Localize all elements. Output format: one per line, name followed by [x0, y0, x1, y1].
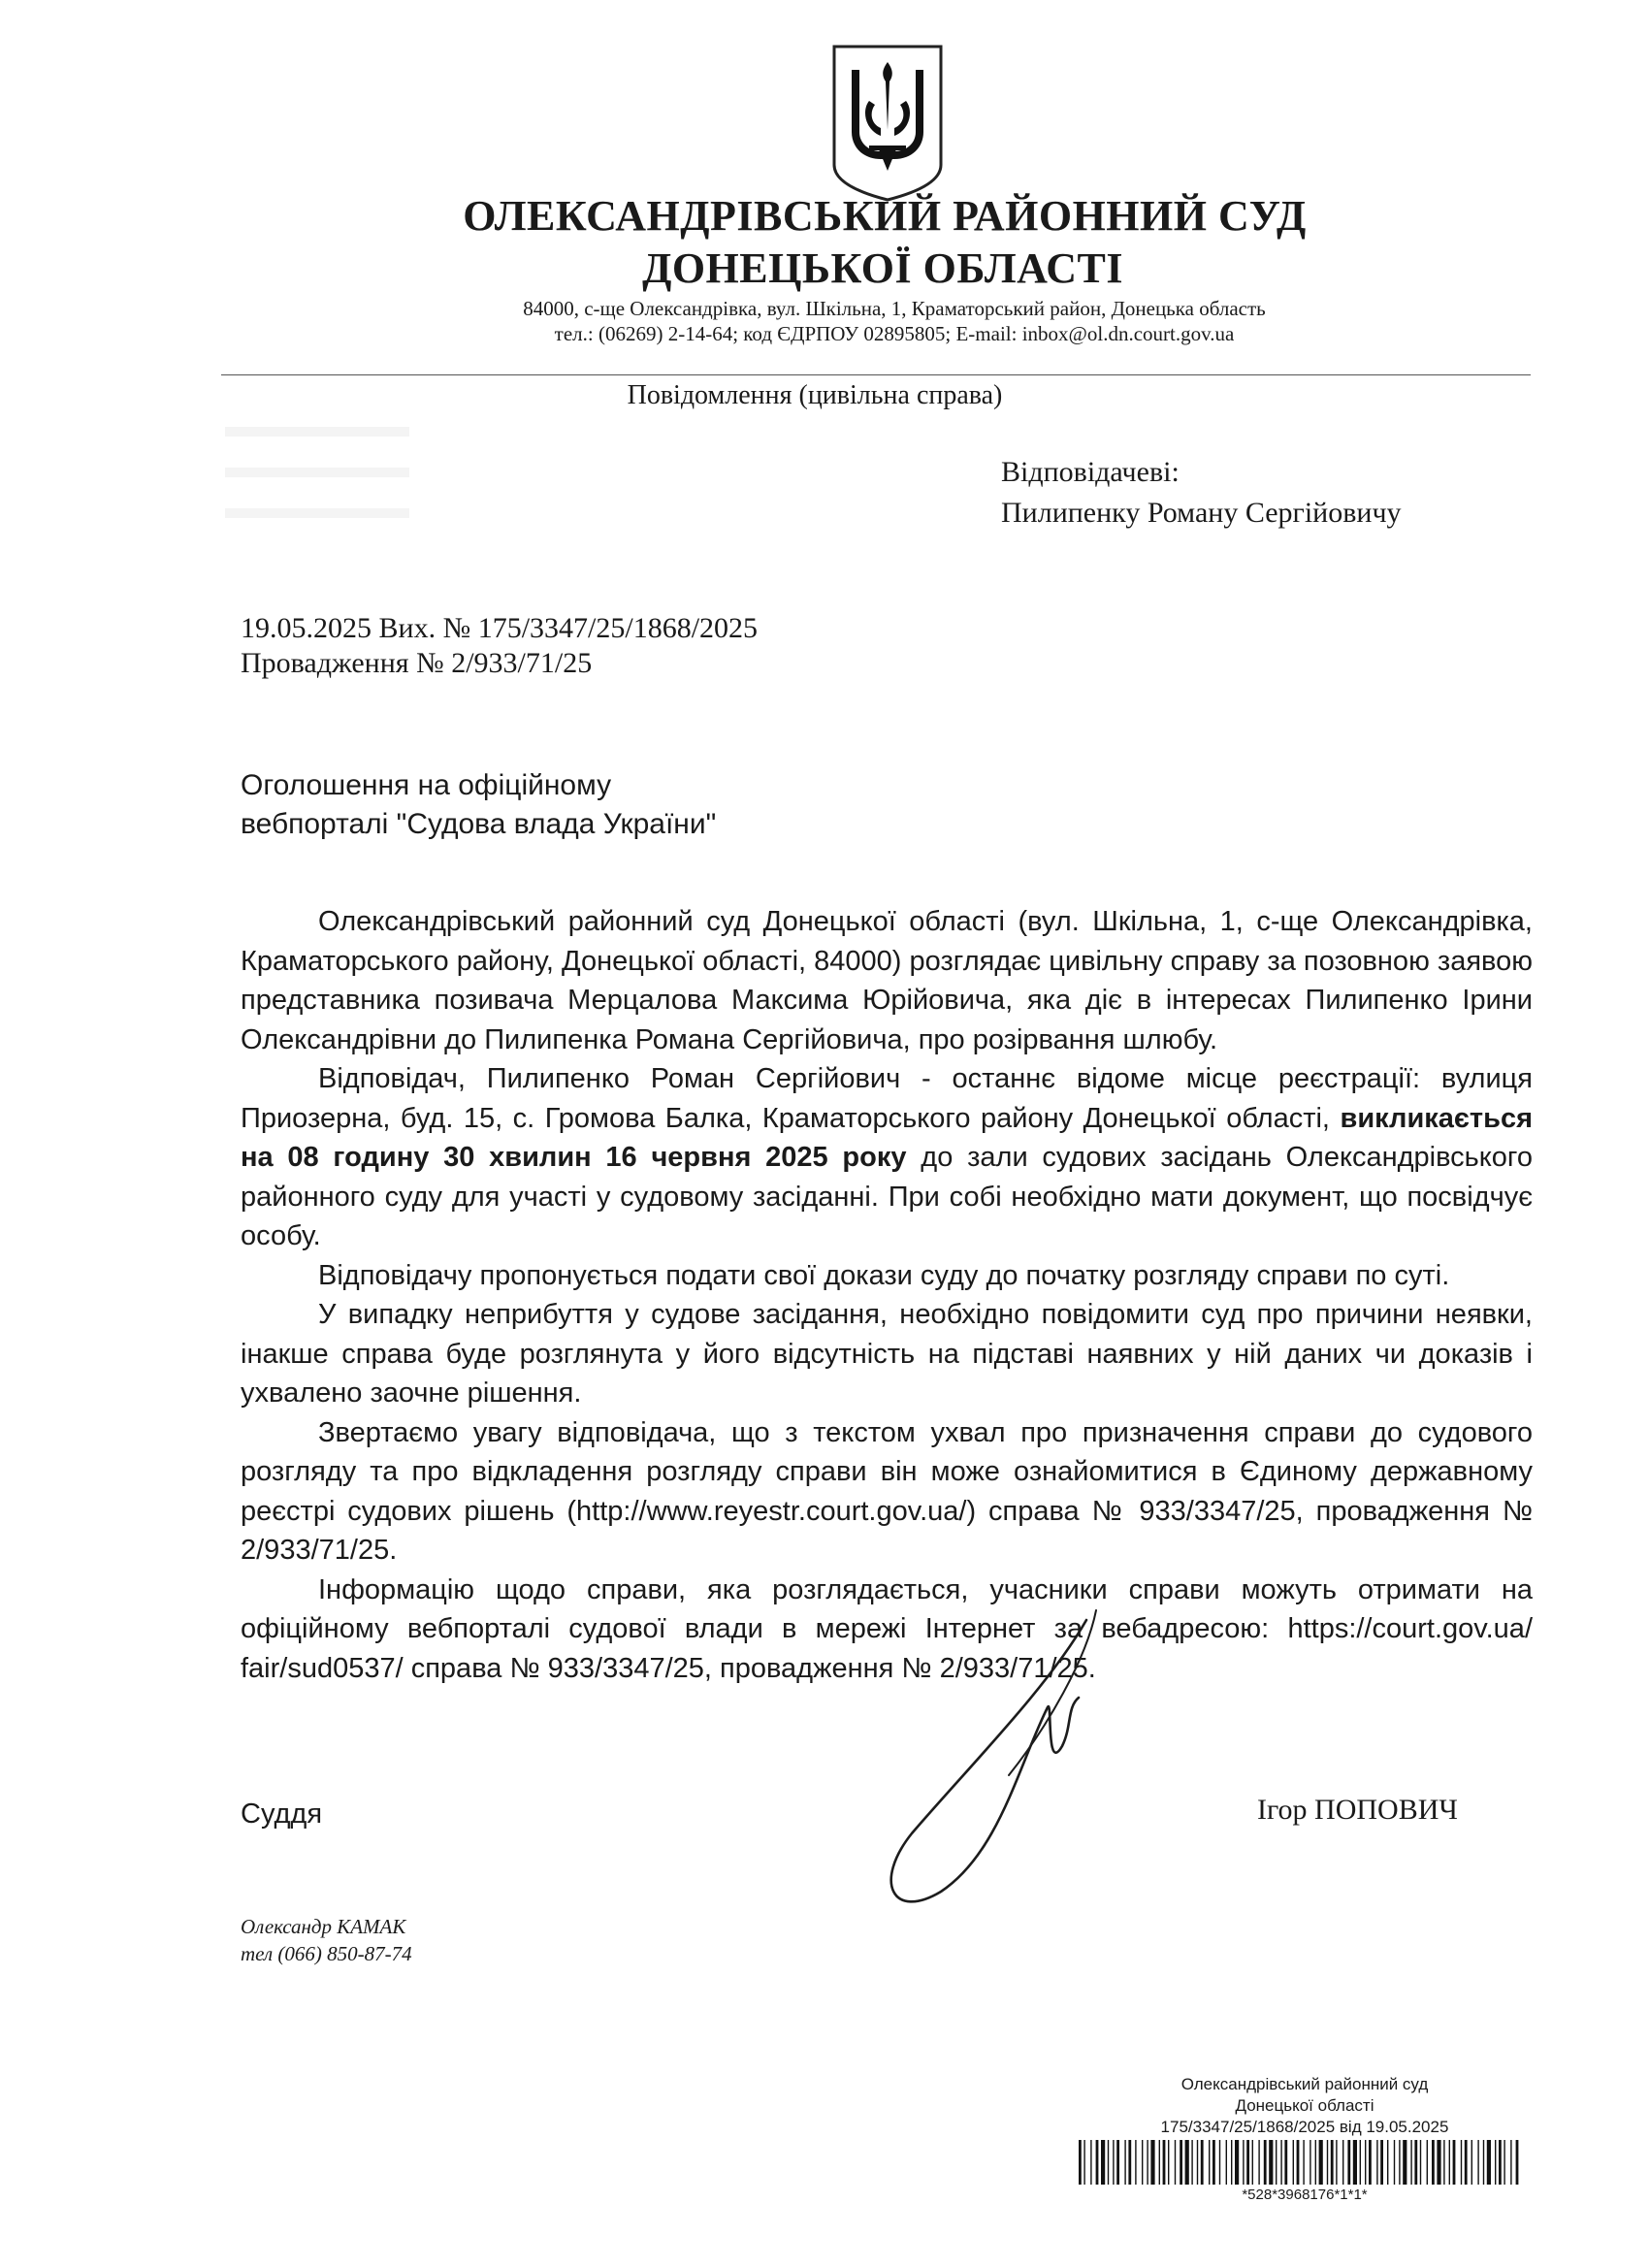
barcode-bar [1243, 2140, 1244, 2185]
handwritten-signature-icon [854, 1601, 1164, 1940]
court-name-line1: ОЛЕКСАНДРІВСЬКИЙ РАЙОННИЙ СУД [463, 192, 1307, 240]
paragraph-registry: Звертаємо увагу відповідача, що з текстом ухвал про призначення справи до судового розгляду та про відкладення розгляду справи він може ознайомитися в Єдиному державному реєстрі судових рішень (http://www.reyestr.court.gov.ua/) справа № 933/3347/25, провадження № 2/933/71/25. [241, 1416, 1533, 1566]
barcode-bar [1142, 2140, 1143, 2185]
barcode-bar [1235, 2140, 1239, 2185]
executor-phone: тел (066) 850-87-74 [241, 1942, 412, 1965]
barcode-bar [1284, 2140, 1287, 2185]
barcode-bar [1197, 2140, 1198, 2185]
barcode-bar [1185, 2140, 1189, 2185]
barcode-bar [1315, 2140, 1316, 2185]
barcode-bar [1387, 2140, 1388, 2185]
barcode-bar [1212, 2140, 1215, 2185]
barcode-bar [1420, 2140, 1421, 2185]
barcode-bar [1113, 2140, 1114, 2185]
barcode-bar [1147, 2140, 1148, 2185]
barcode-bar [1083, 2140, 1084, 2185]
barcode-bar [1124, 2140, 1125, 2185]
barcode-bar [1394, 2140, 1395, 2185]
barcode-bar [1414, 2140, 1417, 2185]
court-address: 84000, с-ще Олександрівка, вул. Шкільна, 1, Краматорський район, Донецька область [523, 297, 1266, 320]
court-name-line2: ДОНЕЦЬКОЇ ОБЛАСТІ [642, 244, 1123, 292]
barcode-bar [1293, 2140, 1294, 2185]
barcode-bar [1403, 2140, 1406, 2185]
executor-name: Олександр КАМАК [241, 1915, 406, 1938]
announcement-heading [241, 766, 716, 844]
barcode-bar [1258, 2140, 1259, 2185]
barcode-bar [1276, 2140, 1277, 2185]
document-type: Повідомлення (цивільна справа) [627, 380, 1003, 410]
barcode-bar [1331, 2140, 1334, 2185]
recipient-label: Відповідачеві: [1001, 456, 1180, 488]
executor-block [241, 1913, 412, 1967]
barcode-bar [1252, 2140, 1253, 2185]
barcode-bar [1443, 2140, 1444, 2185]
barcode-bar [1427, 2140, 1428, 2185]
barcode-bar [1128, 2140, 1131, 2185]
announcement-line2: вебпорталі "Судова влада України" [241, 808, 717, 840]
barcode-bar [1465, 2140, 1468, 2185]
judge-name: Ігор ПОПОВИЧ [1257, 1794, 1458, 1826]
barcode-bar [1090, 2140, 1091, 2185]
barcode-bar [1209, 2140, 1210, 2185]
barcode-text: *528*3968176*1*1* [1242, 2187, 1368, 2203]
barcode-bar [1365, 2140, 1366, 2185]
barcode-bar [1477, 2140, 1478, 2185]
barcode-bar [1499, 2140, 1502, 2185]
summons-text-before: Відповідач, Пилипенко Роман Сергійович - останнє відоме місце реєстрації: вулиця Приозерна, буд. 15, с. Громова Балка, Краматорського району Донецької області, [241, 1063, 1533, 1134]
barcode-bar [1201, 2140, 1204, 2185]
barcode-bar [1495, 2140, 1496, 2185]
barcode-bar [1483, 2140, 1484, 2185]
barcode-bar [1380, 2140, 1383, 2185]
faded-stamp-area [225, 427, 409, 534]
paragraph-evidence: Відповідачу пропонується подати свої докази суду до початку розгляду справи по суті. [318, 1259, 1450, 1291]
barcode-bar [1096, 2140, 1099, 2185]
hearing-datetime: на 08 годину 30 хвилин 16 червня 2025 року [241, 1142, 907, 1173]
outgoing-number: 19.05.2025 Вих. № 175/3347/25/1868/2025 [241, 612, 759, 644]
barcode-bar [1319, 2140, 1323, 2185]
barcode-bar [1079, 2140, 1082, 2185]
barcode-bar [1101, 2140, 1105, 2185]
barcode-bar [1280, 2140, 1281, 2185]
stamp-line2: Донецької області [1235, 2096, 1374, 2115]
recipient-block [1001, 452, 1402, 534]
barcode-bar [1168, 2140, 1169, 2185]
barcode-bar [1159, 2140, 1160, 2185]
summons-text-after: до зали судових засідань Олександрівського районного суду для участі у судовому засіданні. При собі необхідно мати документ, що посвідчує особу. [241, 1142, 1533, 1251]
barcode-bar [1150, 2140, 1154, 2185]
letter-body [241, 902, 1533, 1688]
barcode-bar [1453, 2140, 1456, 2185]
judge-label: Суддя [241, 1798, 323, 1830]
barcode-bar [1303, 2140, 1304, 2185]
recipient-name: Пилипенку Роману Сергійовичу [1001, 497, 1402, 529]
barcode-bar [1180, 2140, 1182, 2185]
barcode-bar [1135, 2140, 1136, 2185]
barcode-bar [1219, 2140, 1220, 2185]
paragraph-case-info: Олександрівський районний суд Донецької області (вул. Шкільна, 1, с-ще Олександрівка, Краматорського району, Донецької області, 84000) розглядає цивільну справу за позовною заявою представника позивача Мерцалова Максима Юрійовича, яка діє в інтересах Пилипенко Ірини Олександрівни до Пилипенка Романа Сергійовича, про розірвання шлюбу. [241, 906, 1533, 1055]
stamp-line3: 175/3347/25/1868/2025 від 19.05.2025 [1160, 2118, 1449, 2136]
barcode-bar [1175, 2140, 1176, 2185]
proceeding-number: Провадження № 2/933/71/25 [241, 647, 593, 679]
announcement-line1: Оголошення на офіційному [241, 769, 612, 801]
barcode-bar [1437, 2140, 1440, 2185]
barcode-bar [1410, 2140, 1411, 2185]
ukraine-trident-emblem-icon [830, 41, 945, 204]
court-contacts: тел.: (06269) 2-14-64; код ЄДРПОУ 02895805; E-mail: inbox@ol.dn.court.gov.ua [554, 322, 1235, 345]
summons-call: викликається [1340, 1102, 1534, 1134]
barcode-bar [1376, 2140, 1377, 2185]
barcode-bar [1264, 2140, 1267, 2185]
barcode-bar [1269, 2140, 1273, 2185]
barcode-icon [1077, 2140, 1523, 2185]
barcode-bar [1461, 2140, 1462, 2185]
paragraph-absence: У випадку неприбуття у судове засідання, необхідно повідомити суд про причини неявки, інакше справа буде розглянута у його відсутність на підставі наявних у ній даних чи доказів і ухвалено заочне рішення. [241, 1299, 1533, 1409]
barcode-bar [1116, 2140, 1119, 2185]
barcode-bar [1360, 2140, 1361, 2185]
barcode-bar [1347, 2140, 1350, 2185]
barcode-bar [1191, 2140, 1192, 2185]
barcode-bar [1369, 2140, 1372, 2185]
barcode-bar [1510, 2140, 1511, 2185]
barcode-bar [1342, 2140, 1343, 2185]
barcode-bar [1449, 2140, 1450, 2185]
barcode-bar [1399, 2140, 1400, 2185]
barcode-bar [1163, 2140, 1166, 2185]
barcode-bar [1353, 2140, 1357, 2185]
barcode-bar [1327, 2140, 1328, 2185]
barcode-bar [1231, 2140, 1232, 2185]
barcode-bar [1226, 2140, 1227, 2185]
barcode-bar [1471, 2140, 1472, 2185]
barcode-bar [1516, 2140, 1519, 2185]
barcode-bar [1432, 2140, 1435, 2185]
barcode-bar [1246, 2140, 1249, 2185]
paragraph-summons [241, 1059, 1533, 1256]
header-divider [221, 374, 1531, 375]
registration-stamp [1077, 2074, 1533, 2138]
barcode-bar [1108, 2140, 1109, 2185]
barcode-bar [1487, 2140, 1491, 2185]
paragraph-portal: Інформацію щодо справи, яка розглядається, учасники справи можуть отримати на офіційному вебпорталі судової влади в мережі Інтернет за вебадресою: https://court.gov.ua/ fair/sud0537/ справа № 933/3347/25, провадження № 2/933/71/25. [241, 1573, 1533, 1684]
barcode-bar [1336, 2140, 1337, 2185]
stamp-line1: Олександрівський районний суд [1180, 2075, 1429, 2093]
reference-block [241, 611, 758, 681]
barcode-bar [1297, 2140, 1300, 2185]
